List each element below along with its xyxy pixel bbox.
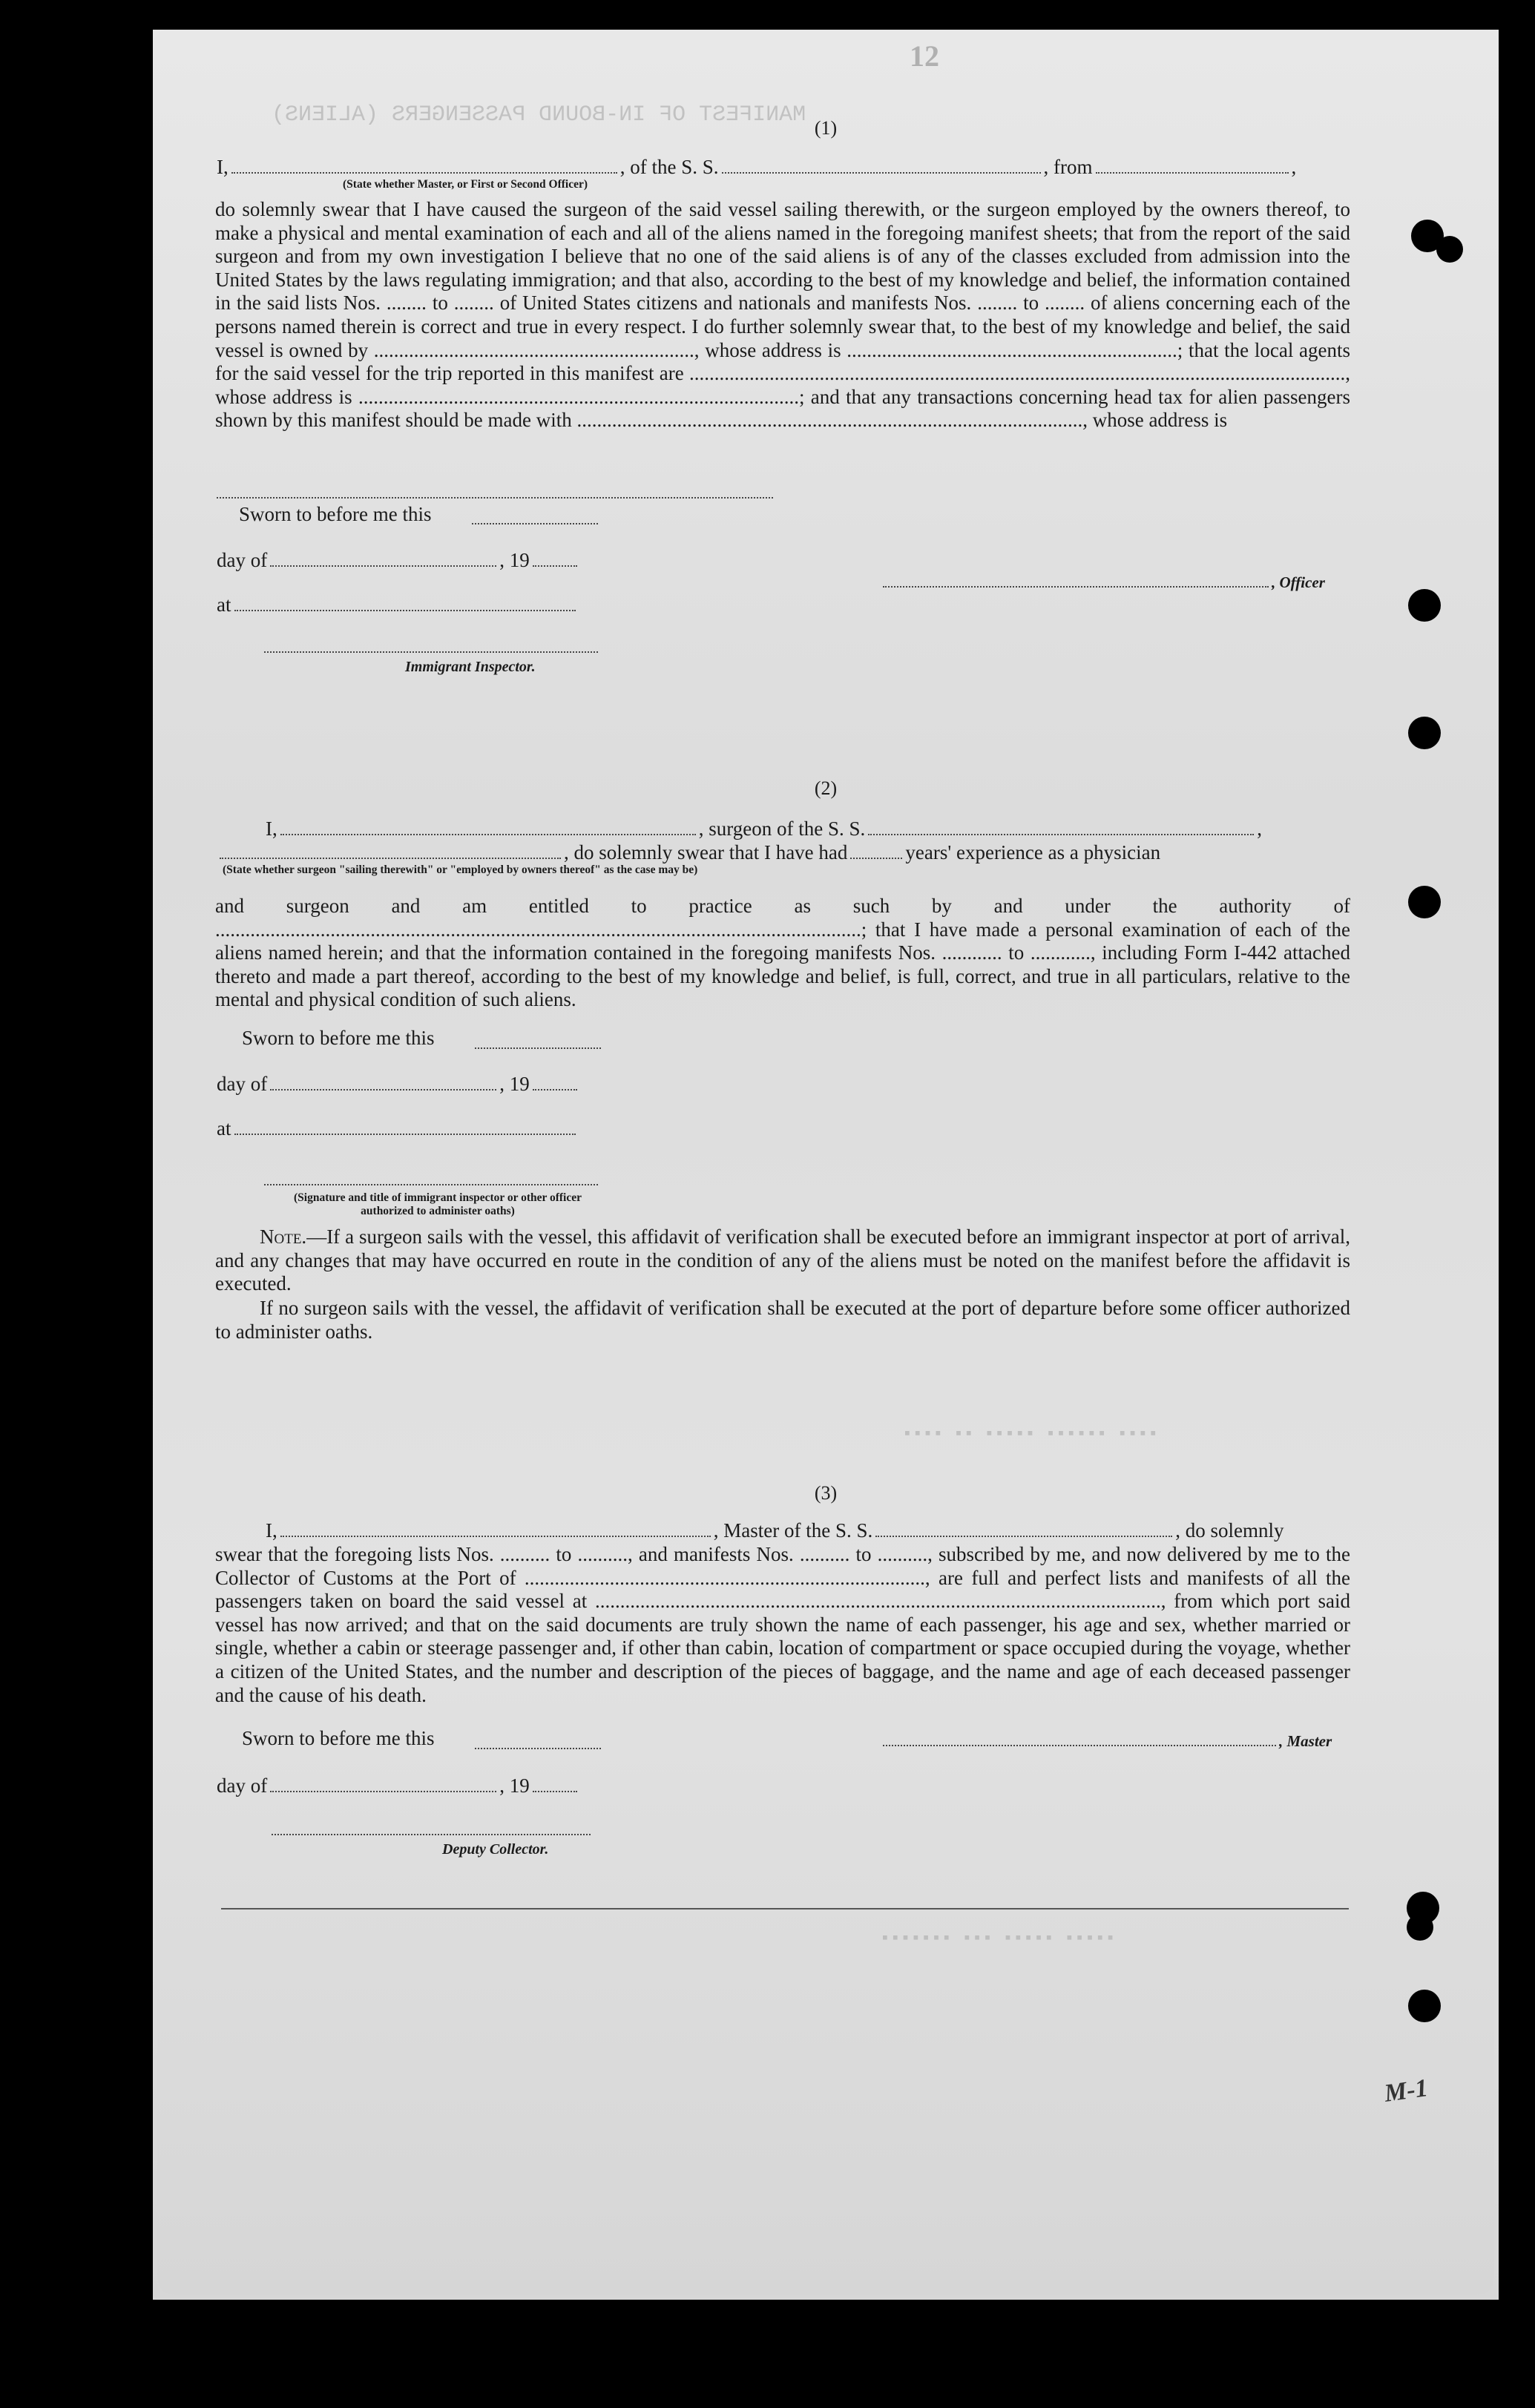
section-3-opening-line: I, , Master of the S. S. , do solemnly: [266, 1519, 1284, 1542]
sworn-blank: [475, 1748, 601, 1749]
bottom-rule: [221, 1908, 1349, 1909]
section-2-caption: (State whether surgeon "sailing therewith" or "employed by owners thereof" as the case may be): [223, 863, 698, 876]
deputy-line: [272, 1834, 591, 1835]
section-3-number: (3): [814, 1482, 838, 1504]
section-2-number: (2): [814, 777, 838, 799]
bleed-through-row: ▪▪▪▪ ▪▪▪▪▪▪ ▪▪▪▪▪ ▪▪ ▪▪▪▪: [902, 1424, 1159, 1444]
section-2-day-of: day of , 19: [217, 1073, 580, 1096]
punch-hole: [1408, 717, 1441, 749]
section-1-oath-text: do solemnly swear that I have caused the surgeon of the said vessel sailing therewith, or the surgeon employed by the owners thereof, to make a physical and mental examination of each and all of the aliens named in the foregoing manifest sheets; that from the report of the said surgeon and from my own investigation I believe that no one of the said aliens is of any of the classes excluded from admission into the United States by the laws regulating immigration; and that also, according to the best of my knowledge and belief, the information contained in the said lists Nos. ........ to ........ of United States citizens and nationals and manifests Nos. ........ to ........ of aliens concerning each of the persons named therein is correct and true in every respect. I do further solemnly swear that, to the best of my knowledge and belief, the said vessel is owned by ................................................................, whose address is ..................................................................; that the local agents for the said vessel for the trip reported in this manifest are ..................................................................................................................................., whose address is ........................................................................................; and that any transactions concerning head tax for alien passengers shown by this manifest should be made with ....................................................................................................., whose address is: [215, 198, 1350, 432]
section-1-at: at: [217, 593, 579, 616]
section-2-oath-text: and surgeon and am entitled to practice as such by and under the authority of .................................................................................................................................; that I have made a personal examination of each of the aliens named herein; and that the information contained in the foregoing manifests Nos. ............ to ............, including Form I-442 attached thereto and made a part thereof, according to the best of my knowledge and belief, is full, correct, and true in all particulars, relative to the mental and physical condition of such aliens.: [215, 895, 1350, 1011]
section-1-inspector-caption: Immigrant Inspector.: [405, 659, 536, 675]
bleed-through-title: MANIFEST OF IN-BOUND PASSENGERS (ALIENS): [272, 102, 806, 128]
form-page: [153, 30, 1499, 2300]
punch-hole: [1408, 886, 1441, 918]
section-3-sworn: Sworn to before me this: [242, 1727, 435, 1749]
section-2-years-line: , do solemnly swear that I have had years' experience as a physician: [217, 841, 1160, 864]
punch-hole: [1436, 236, 1463, 263]
section-3-day-of: day of , 19: [217, 1774, 580, 1797]
punch-hole: [1408, 589, 1441, 622]
section-2-signature-caption: (Signature and title of immigrant inspector or other officer authorized to administer oaths): [293, 1191, 582, 1217]
section-1-opening-line: I, , of the S. S. , from ,: [217, 156, 1297, 178]
section-2-note-2: If no surgeon sails with the vessel, the affidavit of verification shall be executed at the port of departure before some officer authorized to administer oaths.: [215, 1297, 1350, 1343]
punch-hole: [1408, 1990, 1441, 2022]
section-1-number: (1): [814, 117, 838, 139]
section-1-address-line: [217, 497, 773, 499]
sworn-blank: [472, 523, 598, 524]
section-2-opening-line: I, , surgeon of the S. S. ,: [266, 818, 1263, 840]
sworn-blank: [475, 1047, 601, 1049]
page-number: 12: [910, 39, 939, 73]
section-3-deputy-caption: Deputy Collector.: [442, 1841, 549, 1858]
inspector-line: [264, 651, 598, 653]
section-2-note: Note.—If a surgeon sails with the vessel, this affidavit of verification shall be executed before an immigrant inspector at port of arrival, and any changes that may have occurred en route in the condition of any of the aliens must be noted on the manifest before the affidavit is executed.: [215, 1226, 1350, 1295]
section-3-oath-text: swear that the foregoing lists Nos. .......... to .........., and manifests Nos. .......... to .........., subscribed by me, and now delivered by me to the Collector of Customs at the Port of ................................................................................, are full and perfect lists and manifests of all the passengers taken on board the said vessel at ................................................................................................................., from which port said vessel has now arrived; and that on the said documents are truly shown the name of each passenger, his age and sex, whether married or single, whether a cabin or steerage passenger and, if other than cabin, location of compartment or space occupied during the voyage, whether a citizen of the United States, and the number and description of the pieces of baggage, and the name and age of each deceased passenger and the cause of his death.: [215, 1543, 1350, 1706]
section-2-at: at: [217, 1117, 579, 1140]
section-1-caption: (State whether Master, or First or Second Officer): [343, 178, 588, 191]
margin-note: M-1: [1382, 2074, 1430, 2108]
section-2-sworn: Sworn to before me this: [242, 1027, 435, 1049]
bleed-through-row: ▪▪▪▪▪ ▪▪▪▪▪ ▪▪▪ ▪▪▪▪▪▪▪: [880, 1929, 1116, 1948]
section-1-officer: , Officer: [880, 570, 1325, 593]
section-3-master: , Master: [880, 1728, 1332, 1751]
punch-hole: [1407, 1914, 1433, 1941]
section-1-sworn: Sworn to before me this: [239, 503, 432, 525]
section-1-day-of: day of , 19: [217, 549, 580, 572]
signature-line: [264, 1184, 598, 1185]
